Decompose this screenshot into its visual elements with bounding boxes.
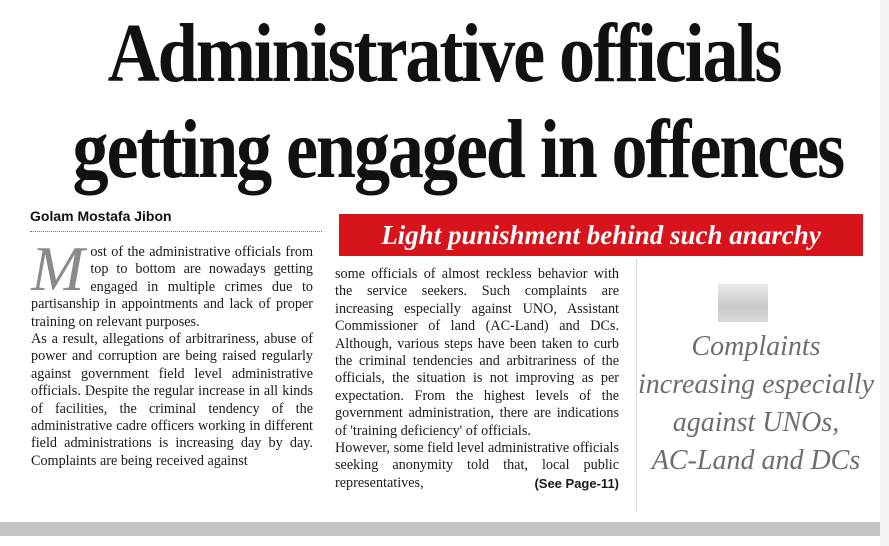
column-1-paragraph-1-text: ost of the administrative officials from top to bottom are nowadays getting engaged in multiple crimes due to partisanship in appointments and lack of proper training on relevant purposes. (31, 244, 313, 330)
see-page-link[interactable]: (See Page-11) (534, 475, 619, 491)
pullquote-line-1: Complaints (691, 331, 821, 362)
pullquote-line-2: increasing especially (637, 369, 875, 400)
drop-cap: M (31, 233, 85, 304)
headline-line-2: getting engaged in offences (72, 103, 844, 196)
headline-line-1: Administrative officials (107, 7, 781, 100)
column-2-paragraph-2 (335, 440, 619, 492)
column-2-paragraph-2-text: However, some field level administrative officials seeking anonymity told that, local public representatives, (335, 440, 619, 491)
article-column-2 (335, 266, 619, 492)
pullquote-line-4: AC-Land and DCs (651, 445, 861, 476)
byline: Golam Mostafa Jibon (30, 208, 172, 224)
photo-thumbnail (718, 284, 768, 322)
bottom-scroll-edge (0, 522, 889, 536)
byline-divider (30, 231, 322, 232)
column-1-paragraph-1 (31, 233, 313, 331)
pullquote-line-3: against UNOs, (672, 407, 840, 438)
pullquote (636, 328, 876, 480)
right-page-edge (880, 0, 889, 546)
kicker-banner: Light punishment behind such anarchy (339, 214, 863, 256)
article-column-1 (31, 233, 313, 470)
headline (72, 6, 844, 198)
column-2-paragraph-1: some officials of almost reckless behavior with the service seekers. Such complaints are increasing especially against UNO, Assistant Commissioner of land (AC-Land) and DCs. Although, various steps have been taken to curb the criminal tendencies and arbitrariness of the officials, the situation is not improving as per expectation. From the highest levels of the government administration, there are indications of 'training deficiency' of officials. (335, 266, 619, 439)
column-1-paragraph-2: As a result, allegations of arbitrariness, abuse of power and corruption are being raised regularly against government field level administrative officials. Despite the regular increase in all kinds of facilities, the criminal tendency of the administrative cadre officers working in different field administrations is increasing day by day. Complaints are being received against (31, 331, 313, 469)
